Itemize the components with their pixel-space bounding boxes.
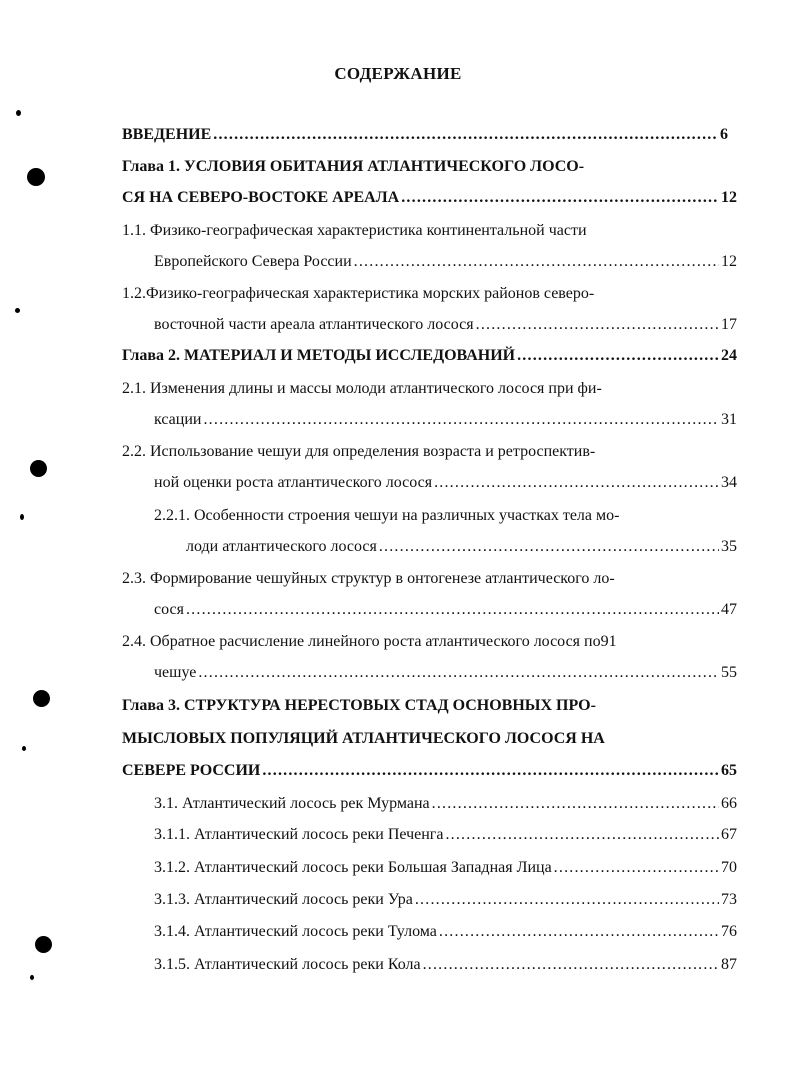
toc-entry: [154, 664, 737, 686]
leader-dots: [434, 474, 719, 492]
toc-entry-page: 70: [721, 859, 737, 876]
toc-entry-page: 12: [721, 253, 737, 270]
toc-entry-text: Глава 2. МАТЕРИАЛ И МЕТОДЫ ИССЛЕДОВАНИЙ: [122, 347, 516, 364]
scan-speck: [20, 514, 24, 520]
toc-entry-text: 3.1.3. Атлантический лосось реки Ура: [154, 891, 413, 908]
toc-entry-text: сося: [154, 601, 184, 618]
toc-entry-page: 12: [721, 189, 737, 206]
toc-entry: [122, 380, 602, 402]
leader-dots: [432, 795, 719, 813]
toc-entry-text: восточной части ареала атлантического лосося: [154, 316, 474, 333]
toc-entry-text: Глава 3. СТРУКТУРА НЕРЕСТОВЫХ СТАД ОСНОВНЫХ ПРО-: [122, 697, 596, 714]
toc-entry-text: 2.2. Использование чешуи для определения возраста и ретроспектив-: [122, 443, 596, 460]
toc-entry-page: 67: [721, 826, 737, 843]
punch-hole: [30, 460, 47, 477]
toc-entry: [122, 570, 615, 592]
leader-dots: [401, 189, 719, 207]
toc-entry: [154, 956, 737, 978]
scan-speck: [15, 308, 20, 313]
toc-entry-text: чешуе: [154, 664, 197, 681]
toc-entry-page: 34: [721, 474, 737, 491]
leader-dots: [186, 601, 719, 619]
toc-entry-text: 3.1.1. Атлантический лосось реки Печенга: [154, 826, 444, 843]
toc-entry-page: 65: [721, 762, 737, 779]
punch-hole: [35, 936, 52, 953]
toc-entry: [122, 633, 617, 655]
toc-entry-text: Европейского Севера России: [154, 253, 352, 270]
toc-entry-text: 2.2.1. Особенности строения чешуи на различных участках тела мо-: [154, 507, 620, 524]
leader-dots: [198, 664, 719, 682]
punch-hole: [33, 690, 50, 707]
toc-entry-page: 87: [721, 956, 737, 973]
toc-entry: [154, 316, 737, 338]
leader-dots: [213, 126, 718, 144]
toc-entry: [154, 411, 737, 433]
toc-entry-page: 76: [721, 923, 737, 940]
toc-entry: [122, 443, 595, 465]
toc-entry-text: ВВЕДЕНИЕ: [122, 126, 212, 143]
toc-entry-text: 1.1. Физико-географическая характеристика континентальной части: [122, 222, 587, 239]
toc-entry: [154, 923, 737, 945]
scan-speck: [30, 975, 34, 980]
toc-entry: [122, 762, 737, 784]
scan-speck: [22, 746, 26, 751]
toc-entry-page: 17: [721, 316, 737, 333]
toc-entry: [122, 285, 594, 307]
toc-entry-text: 2.3. Формирование чешуйных структур в онтогенезе атлантического ло-: [122, 570, 615, 587]
toc-entry-text: ксации: [154, 411, 202, 428]
toc-entry: [122, 158, 584, 180]
toc-entry: [122, 222, 587, 244]
leader-dots: [439, 923, 719, 941]
toc-entry: [122, 730, 605, 752]
leader-dots: [379, 538, 719, 556]
toc-entry: [154, 474, 737, 496]
toc-entry-page: 6: [720, 126, 728, 143]
toc-entry: [154, 859, 737, 881]
toc-entry: [122, 347, 737, 369]
toc-entry-text: 3.1.4. Атлантический лосось реки Тулома: [154, 923, 437, 940]
toc-entry-text: СЕВЕРЕ РОССИИ: [122, 762, 261, 779]
leader-dots: [415, 891, 719, 909]
toc-entry: [122, 189, 737, 211]
toc-entry-text: 2.4. Обратное расчисление линейного роста атлантического лосося по91: [122, 633, 617, 650]
toc-entry-text: СЯ НА СЕВЕРО-ВОСТОКЕ АРЕАЛА: [122, 189, 400, 206]
leader-dots: [517, 347, 719, 365]
scan-speck: [16, 110, 21, 116]
toc-entry-text: 2.1. Изменения длины и массы молоди атлантического лосося при фи-: [122, 380, 602, 397]
leader-dots: [423, 956, 719, 974]
toc-entry: [154, 253, 737, 275]
toc-entry-text: 3.1.5. Атлантический лосось реки Кола: [154, 956, 421, 973]
toc-entry-page: 35: [721, 538, 737, 555]
leader-dots: [445, 826, 719, 844]
toc-entry: [154, 826, 737, 848]
toc-entry: [186, 538, 737, 560]
toc-entry-page: 66: [721, 795, 737, 812]
toc-entry-text: 3.1.2. Атлантический лосось реки Большая Западная Лица: [154, 859, 552, 876]
toc-entry: [154, 507, 619, 529]
toc-entry: [122, 126, 728, 148]
punch-hole: [27, 168, 45, 186]
toc-entry-text: 3.1. Атлантический лосось рек Мурмана: [154, 795, 430, 812]
toc-entry: [154, 795, 737, 817]
toc-entry-page: 47: [721, 601, 737, 618]
toc-entry: [122, 697, 596, 719]
toc-entry-text: ной оценки роста атлантического лосося: [154, 474, 433, 491]
page-title: СОДЕРЖАНИЕ: [334, 64, 462, 83]
toc-entry-page: 73: [721, 891, 737, 908]
toc-entry-text: лоди атлантического лосося: [186, 538, 377, 555]
toc-entry-text: Глава 1. УСЛОВИЯ ОБИТАНИЯ АТЛАНТИЧЕСКОГО ЛОСО-: [122, 158, 585, 175]
leader-dots: [262, 762, 719, 780]
toc-entry: [154, 891, 737, 913]
leader-dots: [354, 253, 719, 271]
toc-entry-page: 55: [721, 664, 737, 681]
toc-entry-text: МЫСЛОВЫХ ПОПУЛЯЦИЙ АТЛАНТИЧЕСКОГО ЛОСОСЯ НА: [122, 730, 605, 747]
toc-entry-page: 31: [721, 411, 737, 428]
leader-dots: [554, 859, 719, 877]
toc-entry: [154, 601, 737, 623]
toc-entry-text: 1.2.Физико-географическая характеристика морских районов северо-: [122, 285, 595, 302]
toc-entry-page: 24: [721, 347, 737, 364]
leader-dots: [476, 316, 719, 334]
leader-dots: [203, 411, 719, 429]
